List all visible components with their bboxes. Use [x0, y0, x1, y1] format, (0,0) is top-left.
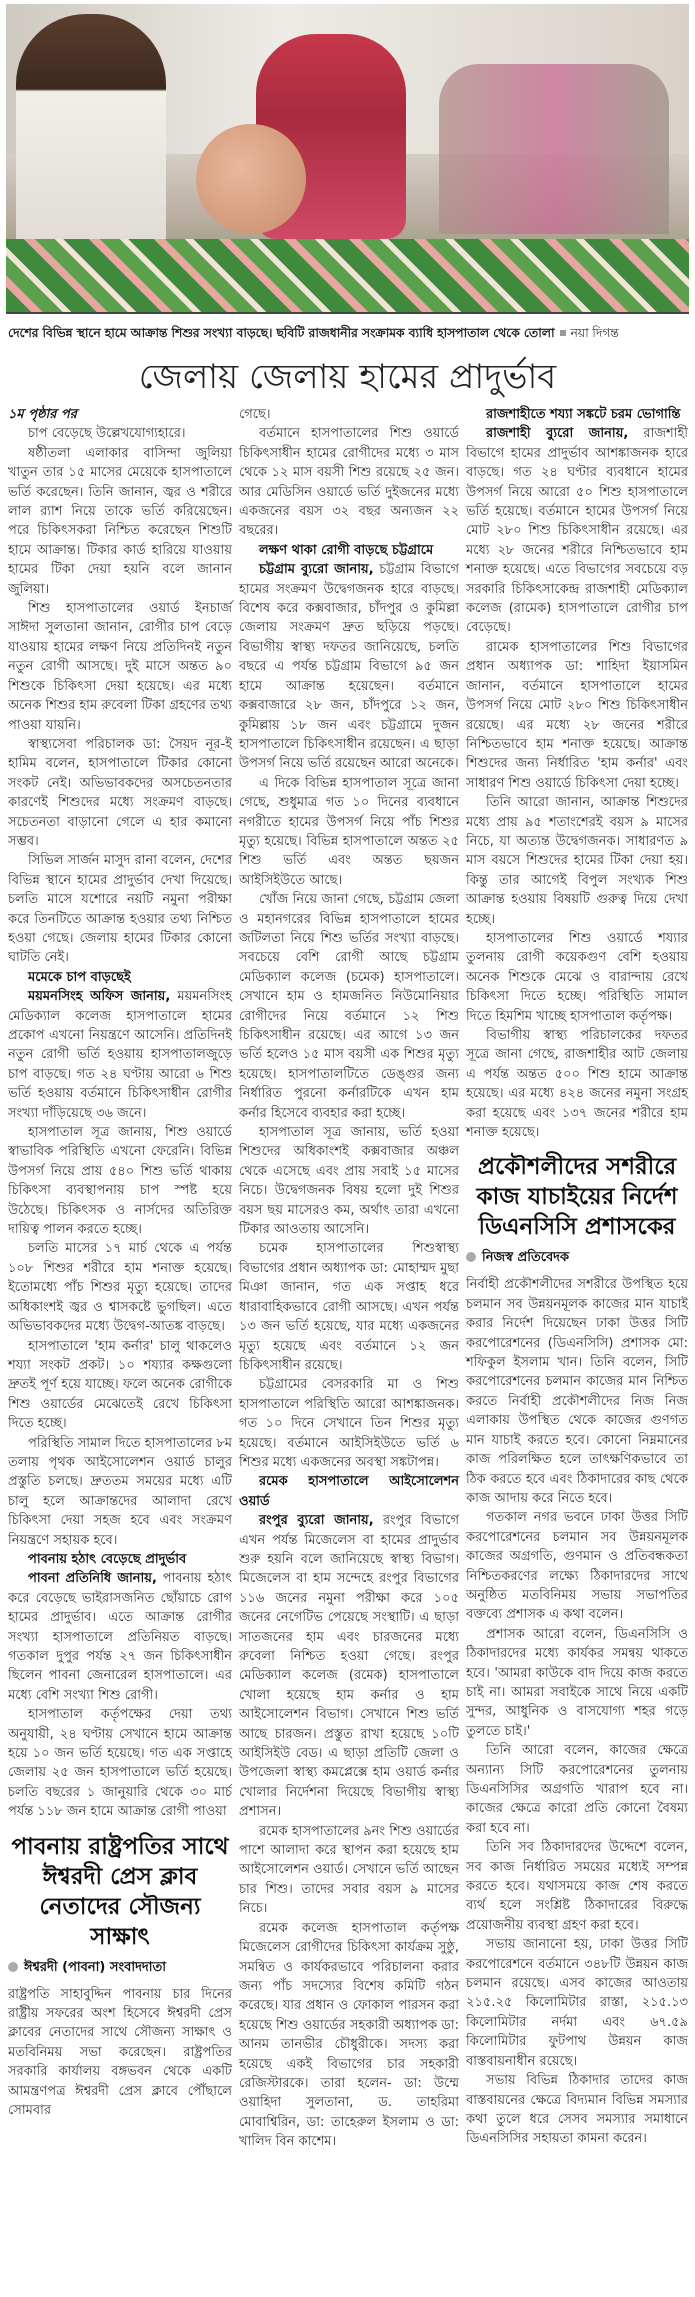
paragraph [8, 987, 232, 1123]
paragraph [239, 1822, 459, 1919]
paragraph: গতকাল নগর ভবনে ঢাকা উত্তর সিটি করপোরেশনের চলমান সব উন্নয়নমূলক কাজের অগ্রগতি, গুণমান ও প্রতিবন্ধকতা নিশ্চিতকরণের লক্ষ্যে ঠিকাদারদের সাথে অনুষ্ঠিত মতবিনিময় সভায় সভাপতির বক্তব্যে প্রশাসক এ কথা বলেন। [466, 1510, 688, 1623]
photo-background-people [439, 64, 669, 234]
paragraph-text: সিভিল সার্জন মাসুদ রানা বলেন, দেশের বিভিন্ন স্থানে হামের প্রাদুর্ভাব দেখা দিয়েছে। চলতি মাসে যশোরে নয়টি নমুনা পরীক্ষা করে তিনটিতে আক্রান্ত হওয়ার তথ্য নিশ্চিত হওয়া গেছে। জেলায় হামের টিকার কোনো ঘাটতি নেই। [8, 853, 232, 966]
paragraph-text: রংপুর বিভাগে এখন পর্যন্ত মিজেলেস বা হামের প্রাদুর্ভাব শুরু হয়নি বলে জানিয়েছে স্বাস্থ্য বিভাগ। মিজেলেস বা হাম সন্দেহে রংপুর বিভাগের ১১৬ জনের নমুনা পরীক্ষা করে ১০৫ জনের নেগেটিভ পেয়েছে সংস্থাটি। এ ছাড়া সাতজনের হাম এবং চারজনের মধ্যে রুবেলা নিশ্চিত হওয়া গেছে। রংপুর মেডিক্যাল কলেজ (রমেক) হাসপাতালে খোলা হয়েছে হাম কর্নার ও হাম আইসোলেশন বিভাগ। সেখানে শিশু ভর্তি আছে চারজন। প্রস্তুত রাখা হয়েছে ১০টি আইসিইউ বেড। এ ছাড়া প্রতিটি জেলা ও উপজেলা স্বাস্থ্য কমপ্লেক্সে হাম ওয়ার্ড কর্নার খোলার নির্দেশনা দিয়েছে বিভাগীয় স্বাস্থ্য প্রশাসন। [239, 1513, 459, 1820]
paragraph-text: পরিস্থিতি সামাল দিতে হাসপাতালের ৮ম তলায় পৃথক আইসোলেশন ওয়ার্ড চালুর প্রস্তুতি চলছে। দ্রুততম সময়ের মধ্যে এটি চালু হলে আক্রান্তদের আলাদা রেখে চিকিৎসা দেয়া সহজ হবে এবং সংক্রমণ নিয়ন্ত্রণে সহায়ক হবে। [8, 1435, 232, 1548]
paragraph [466, 424, 688, 637]
byline [466, 1248, 688, 1269]
paragraph [8, 1434, 232, 1550]
column-middle-text [239, 405, 459, 2152]
dateline-lead: রাজশাহী ব্যুরো জানায়, [486, 426, 629, 442]
paragraph-text: চট্টগ্রাম বিভাগে হামের সংক্রমণ উদ্বেগজনক হারে বাড়ছে। বিশেষ করে কক্সবাজার, চাঁদপুর ও কুমিল্লা জেলায় সংক্রমণ দ্রুত ছড়িয়ে পড়ছে। বিভাগীয় স্বাস্থ্য দফতর জানিয়েছে, চলতি বছরে এ পর্যন্ত চট্টগ্রাম বিভাগে ৯৫ জন হামে আক্রান্ত হয়েছেন। বর্তমানে কক্সবাজারে ২৮ জন, চাঁদপুরে ১২ জন, কুমিল্লায় ১৮ জন এবং চট্টগ্রামে দুজন হাসপাতালে চিকিৎসাধীন রয়েছেন। এ ছাড়া উপসর্গ নিয়ে ভর্তি রয়েছেন আরো অনেকে। [239, 562, 459, 772]
paragraph [8, 1569, 232, 1705]
square-bullet-icon [560, 330, 566, 336]
photo-bedsheet [6, 239, 689, 312]
paragraph-text: চাপ বেড়েছে উল্লেখযোগ্যহারে। [28, 426, 186, 442]
article-pabna-president [8, 1832, 232, 2121]
paragraph [8, 1239, 232, 1336]
paragraph-text: হাসপাতালের শিশু ওয়ার্ডে শয্যার তুলনায় রোগী কয়েকগুণ বেশি হওয়ায় অনেক শিশুকে মেঝে ও বারান্দায় রেখে চিকিৎসা দিতে হচ্ছে। পরিস্থিতি সামাল দিতে হিমশিম খাচ্ছে হাসপাতাল কর্তৃপক্ষ। [466, 930, 688, 1024]
photo-caption [8, 325, 687, 341]
dateline-lead: ময়মনসিংহ অফিস জানায়, [28, 989, 171, 1005]
paragraph-text: বর্তমানে হাসপাতালের শিশু ওয়ার্ডে চিকিৎসাধীন হামের রোগীদের মধ্যে ৩ মাস থেকে ১২ মাস বয়সী শিশু রয়েছে ২৫ জন। আর মেডিসিন ওয়ার্ডে ভর্তি দুইজনের মধ্যে একজনের বয়স ৩২ বছর অন্যজন ২২ বছরের। [239, 426, 459, 539]
paragraph [8, 424, 232, 443]
paragraph-text: হাসপাতালে 'হাম কর্নার' চালু থাকলেও শয্যা সংকট প্রকট। ১০ শয্যার কক্ষগুলো দ্রুতই পূর্ণ হয়ে যাচ্ছে। ফলে অনেক রোগীকে শিশু ওয়ার্ডের মেঝেতেই রেখে চিকিৎসা দিতে হচ্ছে। [8, 1338, 232, 1432]
paragraph [239, 774, 459, 890]
paragraph-text: হাসপাতাল সূত্র জানায়, ভর্তি হওয়া শিশুদের অধিকাংশই কক্সবাজার অঞ্চল থেকে এসেছে এবং প্রায় সবাই ১৫ মাসের নিচে। উদ্বেগজনক বিষয় হলো দুই শিশুর বয়স ছয় মাসেরও কম, অর্থাৎ তারা এখনো টিকার আওতায় আসেনি। [239, 1125, 459, 1238]
paragraph-text: ষষ্ঠীতলা এলাকার বাসিন্দা জুলিয়া খাতুন তার ১৫ মাসের মেয়েকে হাসপাতালে ভর্তি করেছেন। তিনি জানান, জ্বর ও শরীরে লাল র‍্যাশ নিয়ে তাকে ভর্তি করিয়েছেন। পরে চিকিৎসকরা নিশ্চিত করেছেন শিশুটি হামে আক্রান্ত। টিকার কার্ড হারিয়ে যাওয়ায় হামের টিকা দেয়া হয়নি বলে জানান জুলিয়া। [8, 445, 232, 597]
paragraph [466, 793, 688, 929]
paragraph-text: এ দিকে বিভিন্ন হাসপাতাল সূত্রে জানা গেছে, শুধুমাত্র গত ১০ দিনের ব্যবধানে নগরীতে হামের উপসর্গ নিয়ে পাঁচ শিশুর মৃত্যু হয়েছে। বিভিন্ন হাসপাতালে অন্তত ২৫ শিশু ভর্তি এবং অন্তত ছয়জন আইসিইউতে আছে। [239, 775, 459, 888]
paragraph [8, 851, 232, 967]
paragraph [239, 1239, 459, 1375]
paragraph [466, 638, 688, 793]
news-photo [6, 4, 689, 314]
photo-child-figure [196, 124, 306, 234]
paragraph-text: হাসপাতাল সূত্র জানায়, শিশু ওয়ার্ডে স্বাভাবিক পরিস্থিতি এখনো ফেরেনি। বিভিন্ন উপসর্গ নিয়ে প্রায় ৫৪০ শিশু ভর্তি থাকায় চিকিৎসা ব্যবস্থাপনায় চাপ স্পষ্ট হয়ে উঠেছে। চিকিৎসক ও নার্সদের অতিরিক্ত দায়িত্ব পালন করতে হচ্ছে। [8, 1125, 232, 1238]
dateline-lead: রংপুর ব্যুরো জানায়, [259, 1513, 374, 1529]
paragraph-text: শিশু হাসপাতালের ওয়ার্ড ইনচার্জ সাঈদা সুলতানা জানান, রোগীর চাপ বেড়ে যাওয়ায় হামের লক্ষণ নিয়ে প্রতিদিনই নতুন নতুন রোগী আসছে। দুই মাসে অন্তত ৯০ শিশুকে চিকিৎসা দেয়া হয়েছে। এর মধ্যে অনেক শিশুর হাম রুবেলা টিকা গ্রহণের তথ্য পাওয়া যায়নি। [8, 601, 233, 733]
paragraph [466, 1026, 688, 1142]
paragraph [8, 1337, 232, 1434]
paragraph: রাষ্ট্রপতি সাহাবুদ্দিন পাবনায় চার দিনের রাষ্ট্রীয় সফরের অংশ হিসেবে ঈশ্বরদী প্রেস ক্লাবের নেতাদের সাথে সৌজন্য সাক্ষাৎ ও মতবিনিময় সভা করেছেন। রাষ্ট্রপতির সরকারি কার্যালয় বঙ্গভবন থেকে একটি আমন্ত্রণপত্র ঈশ্বরদী প্রেস ক্লাবে পৌঁছালে সোমবার [8, 1986, 232, 2119]
paragraph [8, 599, 232, 735]
section-subheading: রাজশাহীতে শয্যা সঙ্কটে চরম ভোগান্তি [486, 407, 681, 422]
paragraph-text: খোঁজ নিয়ে জানা গেছে, চট্টগ্রাম জেলা ও মহানগরের বিভিন্ন হাসপাতালে হামের জটিলতা নিয়ে শিশু ভর্তির সংখ্যা বাড়ছে। সবচেয়ে বেশি রোগী আছে চট্টগ্রাম মেডিক্যাল কলেজ (চমেক) হাসপাতালে। সেখানে হাম ও হামজনিত নিউমোনিয়ার রোগীদের নিয়ে বর্তমানে ১২ শিশু চিকিৎসাধীন রয়েছে। এর আগে ১৩ জন ভর্তি হলেও ১৫ মাস বয়সী এক শিশুর মৃত্যু হয়েছে। হাসপাতালটিতে ডেঙ্গুর জন্য নির্ধারিত পুরনো কর্নারটিকে এখন হাম কর্নার হিসেবে ব্যবহার করা হচ্ছে। [239, 892, 459, 1121]
section-subheading: মমেকে চাপ বাড়ছেই [28, 969, 131, 985]
paragraph-text: হাসপাতাল কর্তৃপক্ষের দেয়া তথ্য অনুযায়ী, ২৪ ঘণ্টায় সেখানে হামে আক্রান্ত হয়ে ১০ জন ভর্তি হয়েছে। গত এক সপ্তাহে জেলায় ২৫ জন হাসপাতালে ভর্তি হয়েছে। চলতি বছরের ১ জানুয়ারি থেকে ৩০ মার্চ পর্যন্ত ১১৮ জন হামে আক্রান্ত রোগী পাওয়া [8, 1707, 232, 1820]
column-left [8, 405, 232, 2121]
paragraph-text: পাবনায় হঠাৎ করে বেড়েছে ভাইরাসজনিত ছোঁয়াচে রোগ হামের প্রাদুর্ভাব। এতে আক্রান্ত রোগীর সংখ্যা হাসপাতালে প্রতিনিয়ত বাড়ছে। গতকাল দুপুর পর্যন্ত ২৭ জন চিকিৎসাধীন ছিলেন পাবনা জেনারেল হাসপাতালে। এর মধ্যে বেশি সংখ্যা শিশু রোগী। [8, 1571, 232, 1703]
column-middle [239, 405, 459, 2152]
article-headline: প্রকৌশলীদের সশরীরে কাজ যাচাইয়ের নির্দেশ ডিএনসিসি প্রশাসকের [476, 1154, 678, 1241]
paragraph [239, 560, 459, 773]
paragraph-text: বিভাগীয় স্বাস্থ্য পরিচালকের দফতর সূত্রে জানা গেছে, রাজশাহীর আট জেলায় এ পর্যন্ত অন্তত ৫০০ শিশু হামে আক্রান্ত হয়েছে। এর মধ্যে ৪২৪ জনের নমুনা সংগ্রহ করা হয়েছে এবং ১৩৭ জনের শরীরে হাম শনাক্ত হয়েছে। [466, 1028, 688, 1141]
byline [8, 1958, 232, 1979]
paragraph-text: স্বাস্থ্যসেবা পরিচালক ডা: সৈয়দ নূর-ই হামিম বলেন, হাসপাতালে টিকার কোনো সংকট নেই। অভিভাবকদের অসচেতনতার কারণেই শিশুদের মধ্যে সংক্রমণ বাড়ছে। সচেতনতা বাড়ানো গেলে এ হার কমানো সম্ভব। [8, 736, 232, 849]
paragraph-text: চলতি মাসের ১৭ মার্চ থেকে এ পর্যন্ত ১০৮ শিশুর শরীরে হাম শনাক্ত হয়েছে। ইতোমধ্যে পাঁচ শিশুর মৃত্যু হয়েছে। তাদের অধিকাংশই জ্বর ও শ্বাসকষ্টে ভুগছিল। এতে অভিভাবকদের মধ্যে উদ্বেগ-আতঙ্ক বাড়ছে। [8, 1241, 232, 1335]
section-subheading: লক্ষণ থাকা রোগী বাড়ছে চট্টগ্রামে [259, 542, 434, 558]
column-left-text [8, 405, 232, 1822]
paragraph [8, 1123, 232, 1239]
paragraph-text: রমেক হাসপাতালের ৯নং শিশু ওয়ার্ডের পাশে আলাদা করে স্থাপন করা হয়েছে হাম আইসোলেশন ওয়ার্ড। সেখানে ভর্তি আছেন চার শিশু। তাদের সবার বয়স ৯ মাসের নিচে। [239, 1823, 459, 1917]
main-headline: জেলায় জেলায় হামের প্রাদুর্ভাব [138, 357, 557, 397]
paragraph-text: রাজশাহী বিভাগে হামের প্রাদুর্ভাব আশঙ্কাজনক হারে বাড়ছে। গত ২৪ ঘণ্টার ব্যবধানে হামের উপসর্গ নিয়ে আরো ৫০ শিশু হাসপাতালে ভর্তি হয়েছে। বর্তমানে হামের উপসর্গ নিয়ে মোট ২৮০ শিশু চিকিৎসাধীন রয়েছে। এর মধ্যে ২৮ জনের শরীরে নিশ্চিতভাবে হাম শনাক্ত হয়েছে। এতে বিভাগের সবচেয়ে বড় সরকারি চিকিৎসাকেন্দ্র রাজশাহী মেডিক্যাল কলেজ (রামেক) হাসপাতালে রোগীর চাপ বেড়েছে। [466, 426, 688, 636]
paragraph: প্রশাসক আরো বলেন, ডিএনসিসি ও ঠিকাদারদের মধ্যে কার্যকর সমন্বয় থাকতে হবে। 'আমরা কাউকে বাদ দিয়ে কাজ করতে চাই না। আমরা সবাইকে সাথে নিয়ে একটি সুন্দর, আধুনিক ও বাসযোগ্য শহর গড়ে তুলতে চাই।' [466, 1626, 688, 1739]
article-dncc [466, 1152, 688, 2148]
paragraph [239, 1919, 459, 2152]
paragraph [239, 1375, 459, 1472]
paragraph-text: ময়মনসিংহ মেডিক্যাল কলেজ হাসপাতালে হামের প্রকোপ এখনো নিয়ন্ত্রণে আসেনি। প্রতিদিনই নতুন রোগী ভর্তি হওয়ায় হাসপাতালজুড়ে চাপ বাড়ছে। গত ২৪ ঘণ্টায় আরো ৬ শিশু ভর্তি হওয়ায় বর্তমানে চিকিৎসাধীন রোগীর সংখ্যা দাঁড়িয়েছে ৩৬ জনে। [8, 989, 232, 1121]
paragraph: সভায় জানানো হয়, ঢাকা উত্তর সিটি করপোরেশনে বর্তমানে ৩৪৮টি উন্নয়ন কাজ চলমান রয়েছে। এসব কাজের আওতায় ২১৫.২৫ কিলোমিটার রাস্তা, ২১৫.১৩ কিলোমিটার নর্দমা এবং ৬৭.৫৯ কিলোমিটার ফুটপাথ উন্নয়ন কাজ বাস্তবায়নাধীন রয়েছে। [466, 1937, 688, 2069]
paragraph-text: চমেক হাসপাতালের শিশুস্বাস্থ্য বিভাগের প্রধান অধ্যাপক ডা: মোহাম্মদ মুছা মিঞা জানান, গত এক সপ্তাহ ধরে ধারাবাহিকভাবে রোগী আসছে। এখন পর্যন্ত ১৩ জন ভর্তি হয়েছে, যার মধ্যে একজনের মৃত্যু হয়েছে এবং বর্তমানে ১২ জন চিকিৎসাধীন রয়েছে। [239, 1241, 459, 1373]
dateline-lead: পাবনা প্রতিনিধি জানায়, [28, 1571, 157, 1587]
paragraph [8, 735, 232, 851]
paragraph-text: রমেক কলেজ হাসপাতাল কর্তৃপক্ষ মিজেলেস রোগীদের চিকিৎসা কার্যক্রম সুষ্ঠু, সমন্বিত ও কার্যকরভাবে পরিচালনা করার জন্য পাঁচ সদস্যের বিশেষ কমিটি গঠন করেছে। যার প্রধান ও ফোকাল পারসন করা হয়েছে শিশু ওয়ার্ডের সহকারী অধ্যাপক ডা: আনম তানভীর চৌধুরীকে। সদস্য করা হয়েছে একই বিভাগের চার সহকারী রেজিস্টারকে। তারা হলেন- ডা: উম্মে ওয়াহিদা সুলতানা, ড. তাহরিমা মোবাশ্বিরিন, ডা: তাহেরুল ইসলাম ও ডা: খালিদ বিন কাশেম। [239, 1920, 459, 2150]
dateline-lead: চট্টগ্রাম ব্যুরো জানায়, [259, 562, 374, 578]
paragraph-text: তিনি আরো জানান, আক্রান্ত শিশুদের মধ্যে প্রায় ৯৫ শতাংশেরই বয়স ৯ মাসের নিচে, যা অত্যন্ত উদ্বেগজনক। সাধারণত ৯ মাস বয়সে শিশুদের হামের টিকা দেয়া হয়। কিন্তু তার আগেই বিপুল সংখ্যক শিশু আক্রান্ত হওয়ায় বিষয়টি গুরুত্ব দিয়ে দেখা হচ্ছে। [466, 795, 688, 927]
byline-text: নিজস্ব প্রতিবেদক [482, 1250, 570, 1266]
paragraph [239, 1123, 459, 1239]
paragraph [239, 890, 459, 1123]
section-subheading: পাবনায় হঠাৎ বেড়েছে প্রাদুর্ভাব [28, 1551, 187, 1567]
paragraph-text: রামেক হাসপাতালের শিশু বিভাগের প্রধান অধ্যাপক ডা: শাহিদা ইয়াসমিন জানান, বর্তমানে হাসপাতালে হামের উপসর্গ নিয়ে মোট ২৮০ শিশু চিকিৎসাধীন রয়েছে। এর মধ্যে ২৮ জনের শরীরে নিশ্চিতভাবে হাম শনাক্ত হয়েছে। আক্রান্ত শিশুদের জন্য নির্ধারিত 'হাম কর্নার' এবং সাধারণ শিশু ওয়ার্ডে চিকিৎসা দেয়া হচ্ছে। [466, 639, 688, 791]
caption-text: দেশের বিভিন্ন স্থানে হামে আক্রান্ত শিশুর সংখ্যা বাড়ছে। ছবিটি রাজধানীর সংক্রামক ব্যাধি হাসপাতাল থেকে তোলা [8, 325, 555, 340]
paragraph [239, 405, 459, 424]
paragraph-text: গেছে। [239, 407, 271, 422]
paragraph: নির্বাহী প্রকৌশলীদের সশরীরে উপস্থিত হয়ে চলমান সব উন্নয়নমূলক কাজের মান যাচাই করার নির্দেশ দিয়েছেন ঢাকা উত্তর সিটি করপোরেশনের (ডিএনসিসি) প্রশাসক মো: শফিকুল ইসলাম খান। তিনি বলেন, সিটি করপোরেশনের চলমান কাজের মান নিশ্চিত করতে নির্বাহী প্রকৌশলীদের নিজ নিজ এলাকায় উপস্থিত থেকে কাজের গুণগত মান যাচাই করতে হবে। কোনো নিম্নমানের কাজ পরিলক্ষিত হলে তাৎক্ষণিকভাবে তা ঠিক করতে হবে এবং ঠিকাদারের কাছ থেকে কাজ আদায় করে নিতে হবে। [466, 1277, 688, 1506]
paragraph: সভায় বিভিন্ন ঠিকাদার তাদের কাজ বাস্তবায়নের ক্ষেত্রে বিদ্যমান বিভিন্ন সমস্যার কথা তুলে ধরে সেসব সমস্যার সমাধানে ডিএনসিসির সহায়তা কামনা করেন। [466, 2073, 688, 2147]
photo-doctor-figure [16, 14, 166, 264]
bullet-dot-icon [8, 1962, 18, 1972]
paragraph [8, 444, 232, 599]
column-right [466, 405, 688, 2149]
article-columns [0, 405, 695, 2152]
byline-text: ঈশ্বরদী (পাবনা) সংবাদদাতা [24, 1959, 167, 1975]
section-subheading: রমেক হাসপাতালে আইসোলেশন ওয়ার্ড [239, 1474, 459, 1509]
article-body [466, 1275, 688, 2148]
paragraph [466, 929, 688, 1026]
paragraph: তিনি সব ঠিকাদারদের উদ্দেশে বলেন, সব কাজ নির্ধারিত সময়ের মধ্যেই সম্পন্ন করতে হবে। যথাসময়ে কাজ শেষ করতে ব্যর্থ হলে সংশ্লিষ্ট ঠিকাদারের বিরুদ্ধে প্রয়োজনীয় ব্যবস্থা গ্রহণ করা হবে। [466, 1840, 688, 1933]
paragraph-text: চট্টগ্রামের বেসরকারি মা ও শিশু হাসপাতালে পরিস্থিতি আরো আশঙ্কাজনক। গত ১০ দিনে সেখানে তিন শিশুর মৃত্যু হয়েছে। বর্তমানে আইসিইউতে ভর্তি ৬ শিশুর মধ্যে একজনের অবস্থা সঙ্কটাপন্ন। [239, 1377, 459, 1470]
paragraph [8, 1705, 232, 1821]
article-body [8, 1985, 232, 2121]
photo-credit: নয়া দিগন্ত [570, 325, 619, 340]
paragraph [239, 1511, 459, 1822]
paragraph [239, 424, 459, 540]
article-headline: পাবনায় রাষ্ট্রপতির সাথে ঈশ্বরদী প্রেস ক্লাব নেতাদের সৌজন্য সাক্ষাৎ [11, 1833, 229, 1950]
bullet-dot-icon [466, 1252, 476, 1262]
column-right-text [466, 405, 688, 1142]
continued-from-label: ১ম পৃষ্ঠার পর [8, 407, 77, 422]
paragraph: তিনি আরো বলেন, কাজের ক্ষেত্রে অন্যান্য সিটি করপোরেশনের তুলনায় ডিএনসিসির অগ্রগতি খারাপ হবে না। কাজের ক্ষেত্রে কারো প্রতি কোনো বৈষম্য করা হবে না। [466, 1743, 688, 1836]
